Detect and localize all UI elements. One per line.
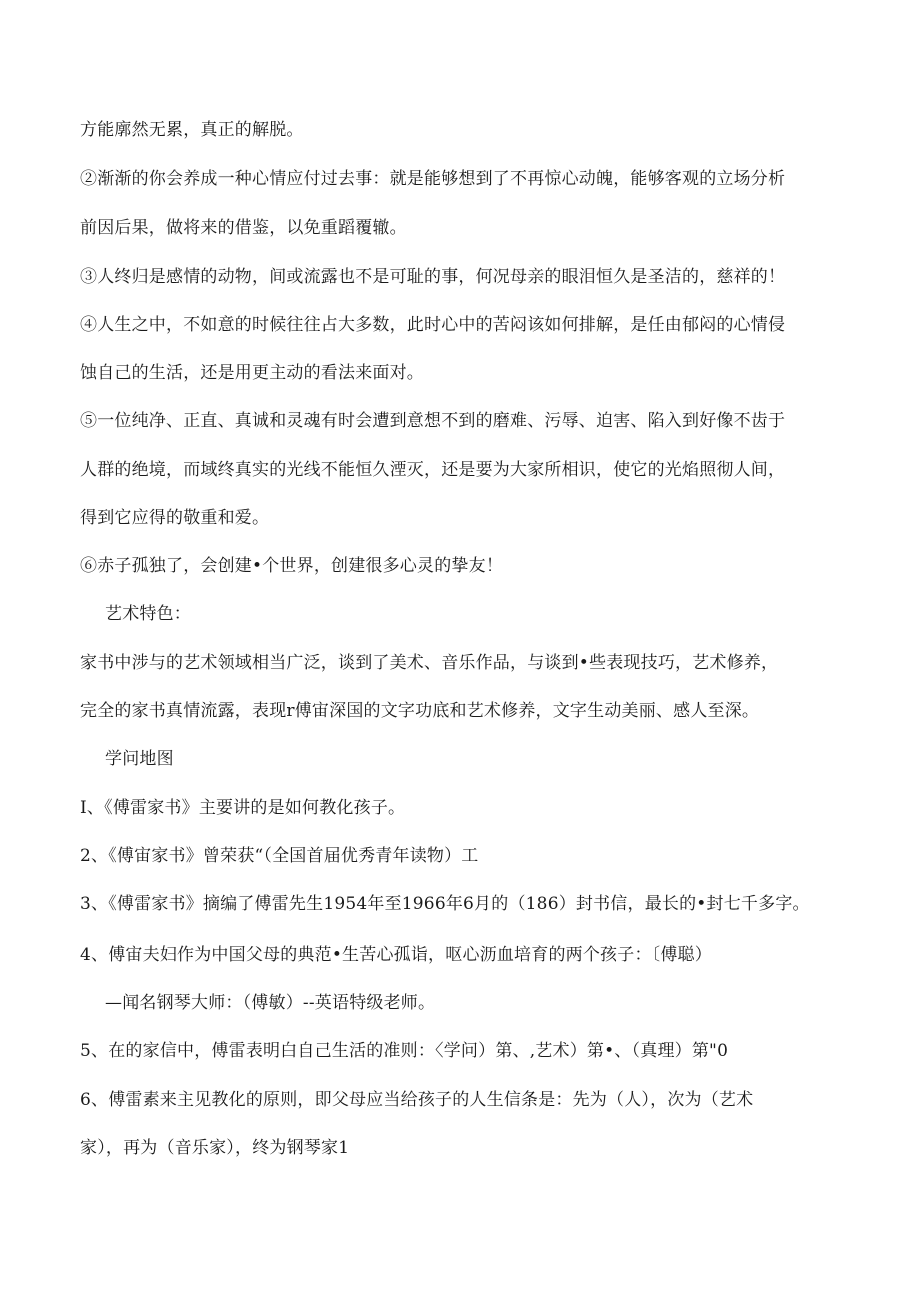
list-item: 5、在的家信中，傅雷表明白自己生活的准则：〈学问）第、,艺术）第•、（真理）第"0 [80,1041,729,1061]
paragraph-line: 完全的家书真情流露，表现r傅宙深国的文字功底和艺术修养，文字生动美丽、感人至深。 [80,701,760,721]
list-item: 6、傅雷素来主见教化的原则，即父母应当给孩子的人生信条是：先为（人），次为（艺术 [80,1090,754,1110]
paragraph-line: ②渐渐的你会养成一种心情应付过去事：就是能够想到了不再惊心动魄，能够客观的立场分析 [80,169,786,189]
paragraph-line: ⑥赤子孤独了，会创建•个世界，创建很多心灵的挚友！ [80,556,504,576]
list-item: 3、《傅雷家书》摘编了傅雷先生1954年至1966年6月的（186）封书信，最长的•封七千多字。 [80,894,810,914]
paragraph-line: 人群的绝境，而域终真实的光线不能恒久湮灭，还是要为大家所相识，使它的光焰照彻人间， [80,460,786,480]
paragraph-line: 前因后果，做将来的借鉴，以免重蹈覆辙。 [80,218,407,238]
section-heading: 学问地图 [105,749,174,769]
paragraph-line: 家书中涉与的艺术领域相当广泛，谈到了美术、音乐作品，与谈到•些表现技巧，艺术修养， [80,653,779,673]
list-item-continuation: —闻名钢琴大师：（傅敏）--英语特级老师。 [105,993,436,1013]
paragraph-line: ④人生之中，不如意的时候往往占大多数，此时心中的苦闷该如何排解，是任由郁闷的心情侵 [80,315,786,335]
section-heading: 艺术特色： [105,604,191,624]
paragraph-line: 得到它应得的敬重和爱。 [80,508,270,528]
list-item: I、《傅雷家书》主要讲的是如何教化孩子。 [80,798,406,818]
paragraph-line: ③人终归是感情的动物，间或流露也不是可耻的事，何况母亲的眼泪恒久是圣洁的，慈祥的！ [80,267,786,287]
list-item-continuation: 家），再为（音乐家），终为钢琴家1 [80,1138,350,1158]
paragraph-line: 蚀自己的生活，还是用更主动的看法来面对。 [80,363,424,383]
list-item: 2、《傅宙家书》曾荣获“（全国首届优秀青年读物）工 [80,846,479,866]
list-item: 4、傅宙夫妇作为中国父母的典范•生苦心孤诣，呕心沥血培育的两个孩子：〔傅聪） [80,945,712,965]
paragraph-line: ⑤一位纯净、正直、真诚和灵魂有时会遭到意想不到的磨难、污辱、迫害、陷入到好像不齿于 [80,411,786,431]
paragraph-line: 方能廓然无累，真正的解脱。 [80,120,304,140]
